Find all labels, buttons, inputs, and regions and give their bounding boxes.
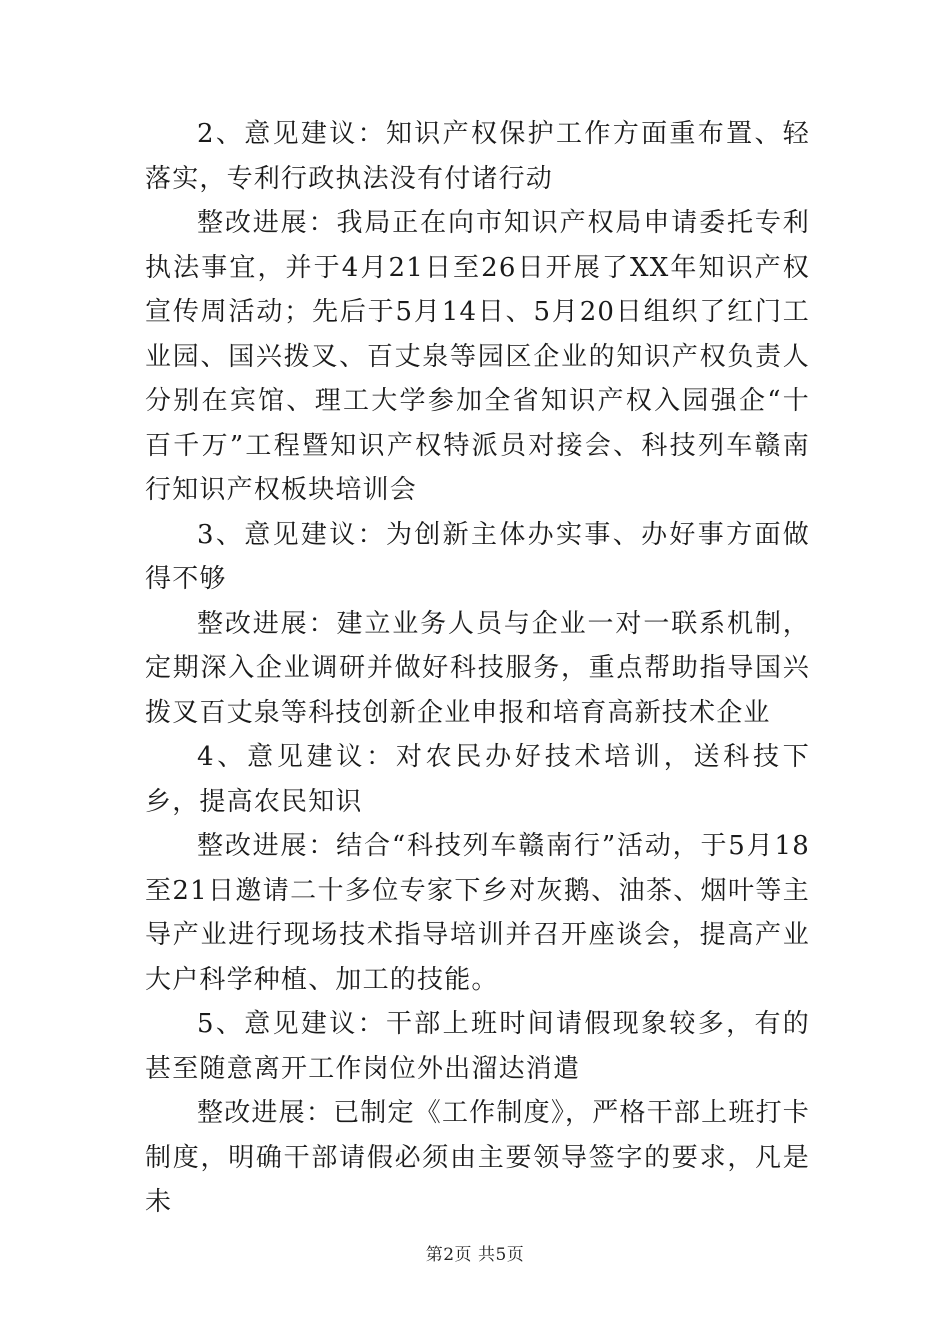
paragraph-suggestion-4: 4、意见建议：对农民办好技术培训，送科技下乡，提高农民知识 (145, 742, 810, 817)
paragraph-progress-5: 整改进展：已制定《工作制度》，严格干部上班打卡制度，明确干部请假必须由主要领导签字的要求，凡是未 (145, 1098, 810, 1217)
page-number-footer: 第2页 共5页 (425, 1245, 525, 1265)
paragraph-suggestion-5: 5、意见建议：干部上班时间请假现象较多，有的甚至随意离开工作岗位外出溜达消遣 (145, 1009, 810, 1084)
paragraph-progress-2: 整改进展：我局正在向市知识产权局申请委托专利执法事宜，并于4月21日至26日开展了XX年知识产权宣传周活动；先后于5月14日、5月20日组织了红门工业园、国兴拨叉、百丈泉等园区企业的知识产权负责人分别在宾馆、理工大学参加全省知识产权入园强企“十百千万”工程暨知识产权特派员对接会、科技列车赣南行知识产权板块培训会 (145, 208, 810, 505)
document-body (145, 112, 810, 1225)
paragraph-suggestion-2: 2、意见建议：知识产权保护工作方面重布置、轻落实，专利行政执法没有付诸行动 (145, 119, 810, 194)
paragraph-progress-4: 整改进展：结合“科技列车赣南行”活动，于5月18至21日邀请二十多位专家下乡对灰鹅、油茶、烟叶等主导产业进行现场技术指导培训并召开座谈会，提高产业大户科学种植、加工的技能。 (145, 831, 810, 995)
paragraph-progress-3: 整改进展：建立业务人员与企业一对一联系机制，定期深入企业调研并做好科技服务，重点帮助指导国兴拨叉百丈泉等科技创新企业申报和培育高新技术企业 (145, 608, 810, 728)
paragraph-suggestion-3: 3、意见建议：为创新主体办实事、办好事方面做得不够 (145, 519, 810, 594)
